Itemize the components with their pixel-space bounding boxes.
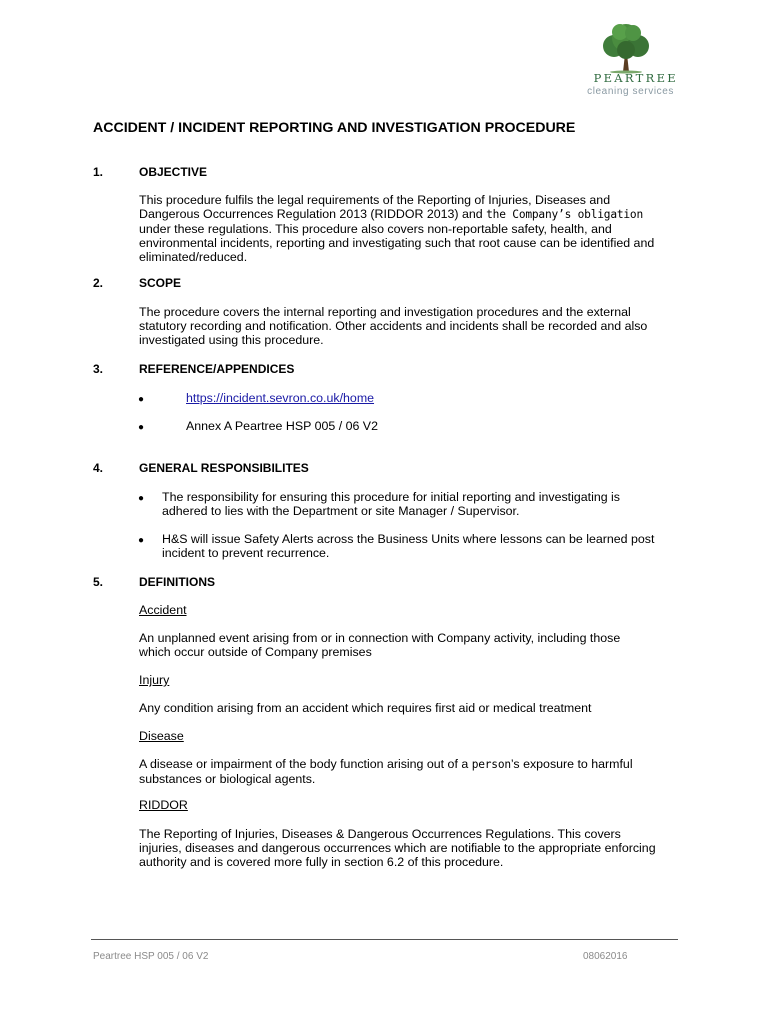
company-logo [574,22,678,100]
accident-definition [139,631,684,659]
tree-icon [596,22,656,74]
definition-line: which occur outside of Company premises [139,645,372,659]
section-1-number: 1. [93,165,104,179]
incident-portal-link[interactable]: https://incident.sevron.co.uk/home [186,391,375,405]
responsibility-line: adhered to lies with the Department or site Manager / Supervisor. [162,504,520,518]
responsibility-item [162,490,707,518]
bullet-icon: ● [138,422,145,433]
responsibility-line: The responsibility for ensuring this procedure for initial reporting and investigating is [162,490,621,504]
footer-document-code: Peartree HSP 005 / 06 V2 [93,951,209,962]
objective-line-part: the Company’s obligation [486,208,643,221]
scope-line: The procedure covers the internal reporting and investigation procedures and the external [139,305,631,319]
bullet-icon: ● [138,493,145,504]
section-5-heading: DEFINITIONS [139,575,216,589]
section-3-number: 3. [93,362,104,376]
disease-definition [139,757,684,786]
document-title: ACCIDENT / INCIDENT REPORTING AND INVESTIGATION PROCEDURE [93,120,576,136]
logo-tagline: cleaning services [587,86,674,97]
footer-date: 08062016 [583,951,628,962]
responsibility-line: incident to prevent recurrence. [162,546,330,560]
logo-wordmark: PEARTREE [593,71,678,85]
section-2-number: 2. [93,276,104,290]
bullet-icon: ● [138,394,145,405]
objective-line-part: Dangerous Occurrences Regulation 2013 (RIDDOR 2013) and [139,207,483,221]
term-disease: Disease [139,729,184,743]
section-3-heading: REFERENCE/APPENDICES [139,362,295,376]
definition-line: injuries, diseases and dangerous occurrences which are notifiable to the appropriate enforcing [139,841,656,855]
section-4-number: 4. [93,461,104,475]
definition-line-part: A disease or impairment of the body function arising out of a [139,757,469,771]
bullet-icon: ● [138,535,145,546]
scope-paragraph [139,305,684,347]
section-2-heading: SCOPE [139,276,182,290]
definition-line-part: ’s exposure to harmful [510,757,633,771]
objective-line: environmental incidents, reporting and investigating such that root cause can be identified and [139,236,655,250]
definition-line: Any condition arising from an accident which requires first aid or medical treatment [139,701,592,715]
responsibility-item [162,532,707,560]
definition-line-part: person [471,758,511,771]
riddor-definition [139,827,684,869]
objective-paragraph [139,193,684,264]
definition-line: The Reporting of Injuries, Diseases & Dangerous Occurrences Regulations. This covers [139,827,621,841]
scope-line: investigated using this procedure. [139,333,324,347]
definition-line [139,757,684,772]
section-1-heading: OBJECTIVE [139,165,208,179]
term-accident: Accident [139,603,187,617]
definition-line: An unplanned event arising from or in connection with Company activity, including those [139,631,621,645]
objective-line: This procedure fulfils the legal requirements of the Reporting of Injuries, Diseases and [139,193,611,207]
footer-divider [91,939,678,940]
definition-line: substances or biological agents. [139,772,316,786]
definition-line: authority and is covered more fully in section 6.2 of this procedure. [139,855,504,869]
term-riddor: RIDDOR [139,798,188,812]
objective-line: eliminated/reduced. [139,250,248,264]
annex-reference: Annex A Peartree HSP 005 / 06 V2 [186,419,378,433]
scope-line: statutory recording and notification. Other accidents and incidents shall be recorded and also [139,319,648,333]
section-5-number: 5. [93,575,104,589]
responsibility-line: H&S will issue Safety Alerts across the Business Units where lessons can be learned post [162,532,655,546]
term-injury: Injury [139,673,170,687]
objective-line [139,207,684,222]
objective-line: under these regulations. This procedure also covers non-reportable safety, health, and [139,222,612,236]
injury-definition [139,701,684,715]
section-4-heading: GENERAL RESPONSIBILITES [139,461,309,475]
